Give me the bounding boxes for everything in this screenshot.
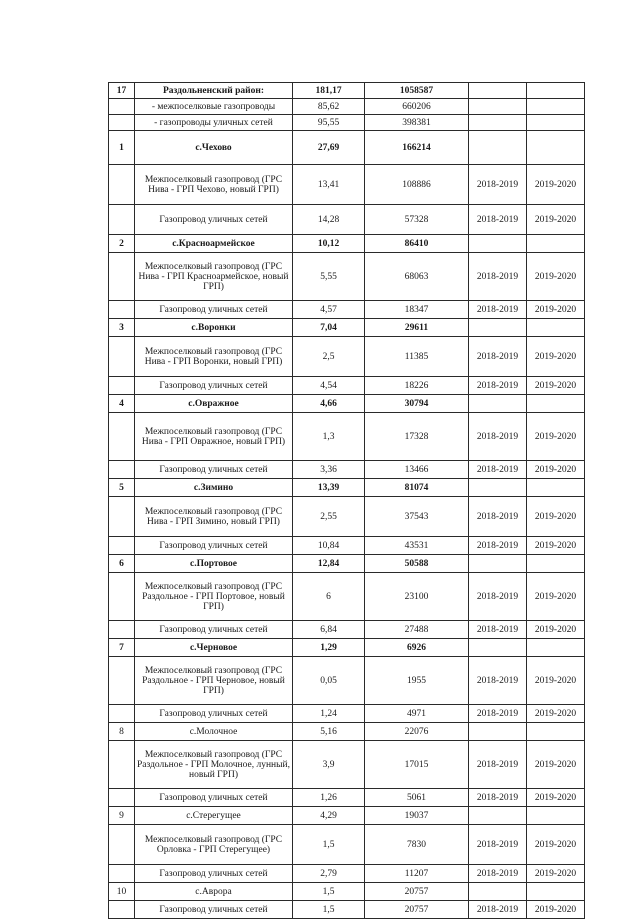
table-row xyxy=(109,621,585,639)
cell-cost: 17015 xyxy=(365,741,469,789)
cell-start xyxy=(469,479,527,497)
cell-end xyxy=(527,395,585,413)
cell-length: 95,55 xyxy=(293,115,365,131)
cell-length: 14,28 xyxy=(293,205,365,235)
cell-cost: 11385 xyxy=(365,337,469,377)
cell-end xyxy=(527,319,585,337)
cell-start: 2018-2019 xyxy=(469,901,527,919)
cell-name: Газопровод уличных сетей xyxy=(135,901,293,919)
cell-num xyxy=(109,621,135,639)
cell-length: 4,57 xyxy=(293,301,365,319)
cell-num xyxy=(109,497,135,537)
cell-name: Межпоселковый газопровод (ГРС Нива - ГРП Зимино, новый ГРП) xyxy=(135,497,293,537)
cell-cost: 6926 xyxy=(365,639,469,657)
cell-start xyxy=(469,555,527,573)
cell-start: 2018-2019 xyxy=(469,413,527,461)
cell-start xyxy=(469,83,527,99)
cell-name: Межпоселковый газопровод (ГРС Нива - ГРП Красноармейское, новый ГРП) xyxy=(135,253,293,301)
cell-start xyxy=(469,115,527,131)
cell-start xyxy=(469,723,527,741)
cell-num xyxy=(109,537,135,555)
cell-name: - газопроводы уличных сетей xyxy=(135,115,293,131)
cell-start: 2018-2019 xyxy=(469,741,527,789)
cell-length: 2,79 xyxy=(293,865,365,883)
cell-name: с.Черновое xyxy=(135,639,293,657)
cell-name: Газопровод уличных сетей xyxy=(135,205,293,235)
table-row xyxy=(109,479,585,497)
cell-length: 1,24 xyxy=(293,705,365,723)
cell-end xyxy=(527,555,585,573)
cell-start: 2018-2019 xyxy=(469,865,527,883)
cell-cost: 13466 xyxy=(365,461,469,479)
cell-cost: 166214 xyxy=(365,131,469,165)
table-row xyxy=(109,165,585,205)
cell-start xyxy=(469,395,527,413)
cell-cost: 27488 xyxy=(365,621,469,639)
cell-end xyxy=(527,723,585,741)
cell-end: 2019-2020 xyxy=(527,705,585,723)
cell-cost: 18347 xyxy=(365,301,469,319)
cell-length: 6 xyxy=(293,573,365,621)
cell-start: 2018-2019 xyxy=(469,253,527,301)
cell-start xyxy=(469,131,527,165)
cell-end xyxy=(527,83,585,99)
table-row xyxy=(109,825,585,865)
cell-num: 9 xyxy=(109,807,135,825)
cell-name: - межпоселковые газопроводы xyxy=(135,99,293,115)
cell-end: 2019-2020 xyxy=(527,901,585,919)
cell-name: Газопровод уличных сетей xyxy=(135,377,293,395)
cell-end: 2019-2020 xyxy=(527,865,585,883)
cell-name: с.Красноармейское xyxy=(135,235,293,253)
cell-num xyxy=(109,865,135,883)
cell-num: 7 xyxy=(109,639,135,657)
cell-end: 2019-2020 xyxy=(527,825,585,865)
cell-name: с.Воронки xyxy=(135,319,293,337)
cell-cost: 57328 xyxy=(365,205,469,235)
cell-num: 1 xyxy=(109,131,135,165)
cell-length: 1,29 xyxy=(293,639,365,657)
cell-name: Межпоселковый газопровод (ГРС Нива - ГРП Воронки, новый ГРП) xyxy=(135,337,293,377)
cell-start xyxy=(469,319,527,337)
cell-num xyxy=(109,253,135,301)
cell-start: 2018-2019 xyxy=(469,825,527,865)
cell-name: с.Портовое xyxy=(135,555,293,573)
cell-num xyxy=(109,657,135,705)
cell-name: с.Молочное xyxy=(135,723,293,741)
cell-num: 2 xyxy=(109,235,135,253)
cell-cost: 17328 xyxy=(365,413,469,461)
table-row xyxy=(109,705,585,723)
cell-num xyxy=(109,705,135,723)
cell-cost: 19037 xyxy=(365,807,469,825)
cell-start: 2018-2019 xyxy=(469,461,527,479)
cell-length: 1,5 xyxy=(293,825,365,865)
cell-name: с.Аврора xyxy=(135,883,293,901)
cell-end: 2019-2020 xyxy=(527,301,585,319)
cell-num xyxy=(109,115,135,131)
cell-length: 3,9 xyxy=(293,741,365,789)
cell-end xyxy=(527,131,585,165)
cell-length: 4,54 xyxy=(293,377,365,395)
table-row xyxy=(109,99,585,115)
cell-length: 4,29 xyxy=(293,807,365,825)
table-row xyxy=(109,865,585,883)
cell-end xyxy=(527,235,585,253)
cell-end xyxy=(527,883,585,901)
cell-end: 2019-2020 xyxy=(527,461,585,479)
cell-end xyxy=(527,807,585,825)
cell-start xyxy=(469,99,527,115)
cell-num xyxy=(109,337,135,377)
cell-length: 12,84 xyxy=(293,555,365,573)
cell-length: 13,39 xyxy=(293,479,365,497)
cell-length: 1,26 xyxy=(293,789,365,807)
cell-start xyxy=(469,807,527,825)
cell-cost: 68063 xyxy=(365,253,469,301)
cell-name: Межпоселковый газопровод (ГРС Нива - ГРП Овражное, новый ГРП) xyxy=(135,413,293,461)
cell-num: 8 xyxy=(109,723,135,741)
cell-length: 6,84 xyxy=(293,621,365,639)
cell-num xyxy=(109,461,135,479)
table-row xyxy=(109,115,585,131)
cell-cost: 11207 xyxy=(365,865,469,883)
cell-length: 10,84 xyxy=(293,537,365,555)
cell-start: 2018-2019 xyxy=(469,337,527,377)
table-row xyxy=(109,789,585,807)
cell-num xyxy=(109,99,135,115)
table-row xyxy=(109,657,585,705)
cell-name: с.Овражное xyxy=(135,395,293,413)
cell-cost: 23100 xyxy=(365,573,469,621)
cell-end xyxy=(527,639,585,657)
cell-name: Межпоселковый газопровод (ГРС Раздольное - ГРП Молочное, лунный, новый ГРП) xyxy=(135,741,293,789)
cell-end xyxy=(527,99,585,115)
cell-start: 2018-2019 xyxy=(469,705,527,723)
cell-num xyxy=(109,165,135,205)
cell-name: Межпоселковый газопровод (ГРС Раздольное - ГРП Черновое, новый ГРП) xyxy=(135,657,293,705)
cell-name: Газопровод уличных сетей xyxy=(135,789,293,807)
cell-length: 27,69 xyxy=(293,131,365,165)
cell-start: 2018-2019 xyxy=(469,205,527,235)
table-row xyxy=(109,555,585,573)
cell-name: Газопровод уличных сетей xyxy=(135,705,293,723)
cell-name: с.Чехово xyxy=(135,131,293,165)
cell-cost: 37543 xyxy=(365,497,469,537)
cell-start: 2018-2019 xyxy=(469,537,527,555)
cell-name: Газопровод уличных сетей xyxy=(135,621,293,639)
cell-cost: 22076 xyxy=(365,723,469,741)
cell-end: 2019-2020 xyxy=(527,741,585,789)
cell-cost: 5061 xyxy=(365,789,469,807)
cell-cost: 20757 xyxy=(365,883,469,901)
cell-cost: 398381 xyxy=(365,115,469,131)
table-row xyxy=(109,639,585,657)
cell-cost: 18226 xyxy=(365,377,469,395)
table-row xyxy=(109,131,585,165)
cell-end: 2019-2020 xyxy=(527,789,585,807)
cell-num xyxy=(109,901,135,919)
cell-name: Газопровод уличных сетей xyxy=(135,537,293,555)
table-row xyxy=(109,413,585,461)
cell-length: 1,5 xyxy=(293,901,365,919)
cell-length: 5,55 xyxy=(293,253,365,301)
cell-cost: 4971 xyxy=(365,705,469,723)
table-row xyxy=(109,319,585,337)
cell-start: 2018-2019 xyxy=(469,301,527,319)
cell-name: Межпоселковый газопровод (ГРС Раздольное - ГРП Портовое, новый ГРП) xyxy=(135,573,293,621)
cell-start: 2018-2019 xyxy=(469,657,527,705)
cell-name: с.Зимино xyxy=(135,479,293,497)
cell-num: 3 xyxy=(109,319,135,337)
cell-start: 2018-2019 xyxy=(469,497,527,537)
cell-end xyxy=(527,479,585,497)
cell-length: 2,55 xyxy=(293,497,365,537)
cell-cost: 86410 xyxy=(365,235,469,253)
cell-end: 2019-2020 xyxy=(527,165,585,205)
cell-length: 10,12 xyxy=(293,235,365,253)
table-row xyxy=(109,205,585,235)
cell-end: 2019-2020 xyxy=(527,657,585,705)
cell-start xyxy=(469,639,527,657)
table-row xyxy=(109,377,585,395)
cell-length: 0,05 xyxy=(293,657,365,705)
cell-num xyxy=(109,825,135,865)
cell-end: 2019-2020 xyxy=(527,537,585,555)
cell-length: 13,41 xyxy=(293,165,365,205)
cell-length: 4,66 xyxy=(293,395,365,413)
cell-cost: 1058587 xyxy=(365,83,469,99)
cell-cost: 81074 xyxy=(365,479,469,497)
cell-start xyxy=(469,235,527,253)
cell-num: 10 xyxy=(109,883,135,901)
table-row xyxy=(109,573,585,621)
cell-end: 2019-2020 xyxy=(527,337,585,377)
cell-length: 3,36 xyxy=(293,461,365,479)
cell-start: 2018-2019 xyxy=(469,573,527,621)
cell-length: 181,17 xyxy=(293,83,365,99)
cell-name: Межпоселковый газопровод (ГРС Орловка - ГРП Стерегущее) xyxy=(135,825,293,865)
cell-num xyxy=(109,741,135,789)
cell-cost: 29611 xyxy=(365,319,469,337)
cell-end: 2019-2020 xyxy=(527,497,585,537)
cell-num xyxy=(109,377,135,395)
cell-num: 4 xyxy=(109,395,135,413)
cell-cost: 50588 xyxy=(365,555,469,573)
table-row xyxy=(109,883,585,901)
cell-start: 2018-2019 xyxy=(469,165,527,205)
table-row xyxy=(109,723,585,741)
cell-num xyxy=(109,573,135,621)
table-body xyxy=(109,83,585,919)
cell-length: 7,04 xyxy=(293,319,365,337)
cell-name: Раздольненский район: xyxy=(135,83,293,99)
cell-end xyxy=(527,115,585,131)
table-row xyxy=(109,253,585,301)
cell-cost: 20757 xyxy=(365,901,469,919)
cell-end: 2019-2020 xyxy=(527,573,585,621)
cell-cost: 660206 xyxy=(365,99,469,115)
cell-end: 2019-2020 xyxy=(527,377,585,395)
table-row xyxy=(109,537,585,555)
cell-num xyxy=(109,205,135,235)
table-row xyxy=(109,461,585,479)
cell-name: Газопровод уличных сетей xyxy=(135,865,293,883)
cell-name: Газопровод уличных сетей xyxy=(135,461,293,479)
cell-length: 1,5 xyxy=(293,883,365,901)
cell-end: 2019-2020 xyxy=(527,253,585,301)
cell-start: 2018-2019 xyxy=(469,377,527,395)
cell-num xyxy=(109,789,135,807)
cell-length: 1,3 xyxy=(293,413,365,461)
cell-num: 6 xyxy=(109,555,135,573)
cell-cost: 30794 xyxy=(365,395,469,413)
cell-length: 85,62 xyxy=(293,99,365,115)
cell-name: с.Стерегущее xyxy=(135,807,293,825)
cell-num xyxy=(109,301,135,319)
table-row xyxy=(109,901,585,919)
cell-end: 2019-2020 xyxy=(527,621,585,639)
table-row xyxy=(109,807,585,825)
table-row xyxy=(109,395,585,413)
cell-start xyxy=(469,883,527,901)
cell-length: 2,5 xyxy=(293,337,365,377)
cell-end: 2019-2020 xyxy=(527,205,585,235)
cell-start: 2018-2019 xyxy=(469,789,527,807)
cell-num: 5 xyxy=(109,479,135,497)
cell-num xyxy=(109,413,135,461)
table-row xyxy=(109,741,585,789)
cell-name: Межпоселковый газопровод (ГРС Нива - ГРП Чехово, новый ГРП) xyxy=(135,165,293,205)
table-row xyxy=(109,337,585,377)
cell-end: 2019-2020 xyxy=(527,413,585,461)
cell-cost: 108886 xyxy=(365,165,469,205)
cell-name: Газопровод уличных сетей xyxy=(135,301,293,319)
cell-cost: 43531 xyxy=(365,537,469,555)
cell-num: 17 xyxy=(109,83,135,99)
cell-cost: 1955 xyxy=(365,657,469,705)
table-row xyxy=(109,235,585,253)
cell-start: 2018-2019 xyxy=(469,621,527,639)
table-row xyxy=(109,83,585,99)
cell-cost: 7830 xyxy=(365,825,469,865)
table-row xyxy=(109,301,585,319)
gas-pipeline-table xyxy=(108,82,585,919)
table-row xyxy=(109,497,585,537)
cell-length: 5,16 xyxy=(293,723,365,741)
